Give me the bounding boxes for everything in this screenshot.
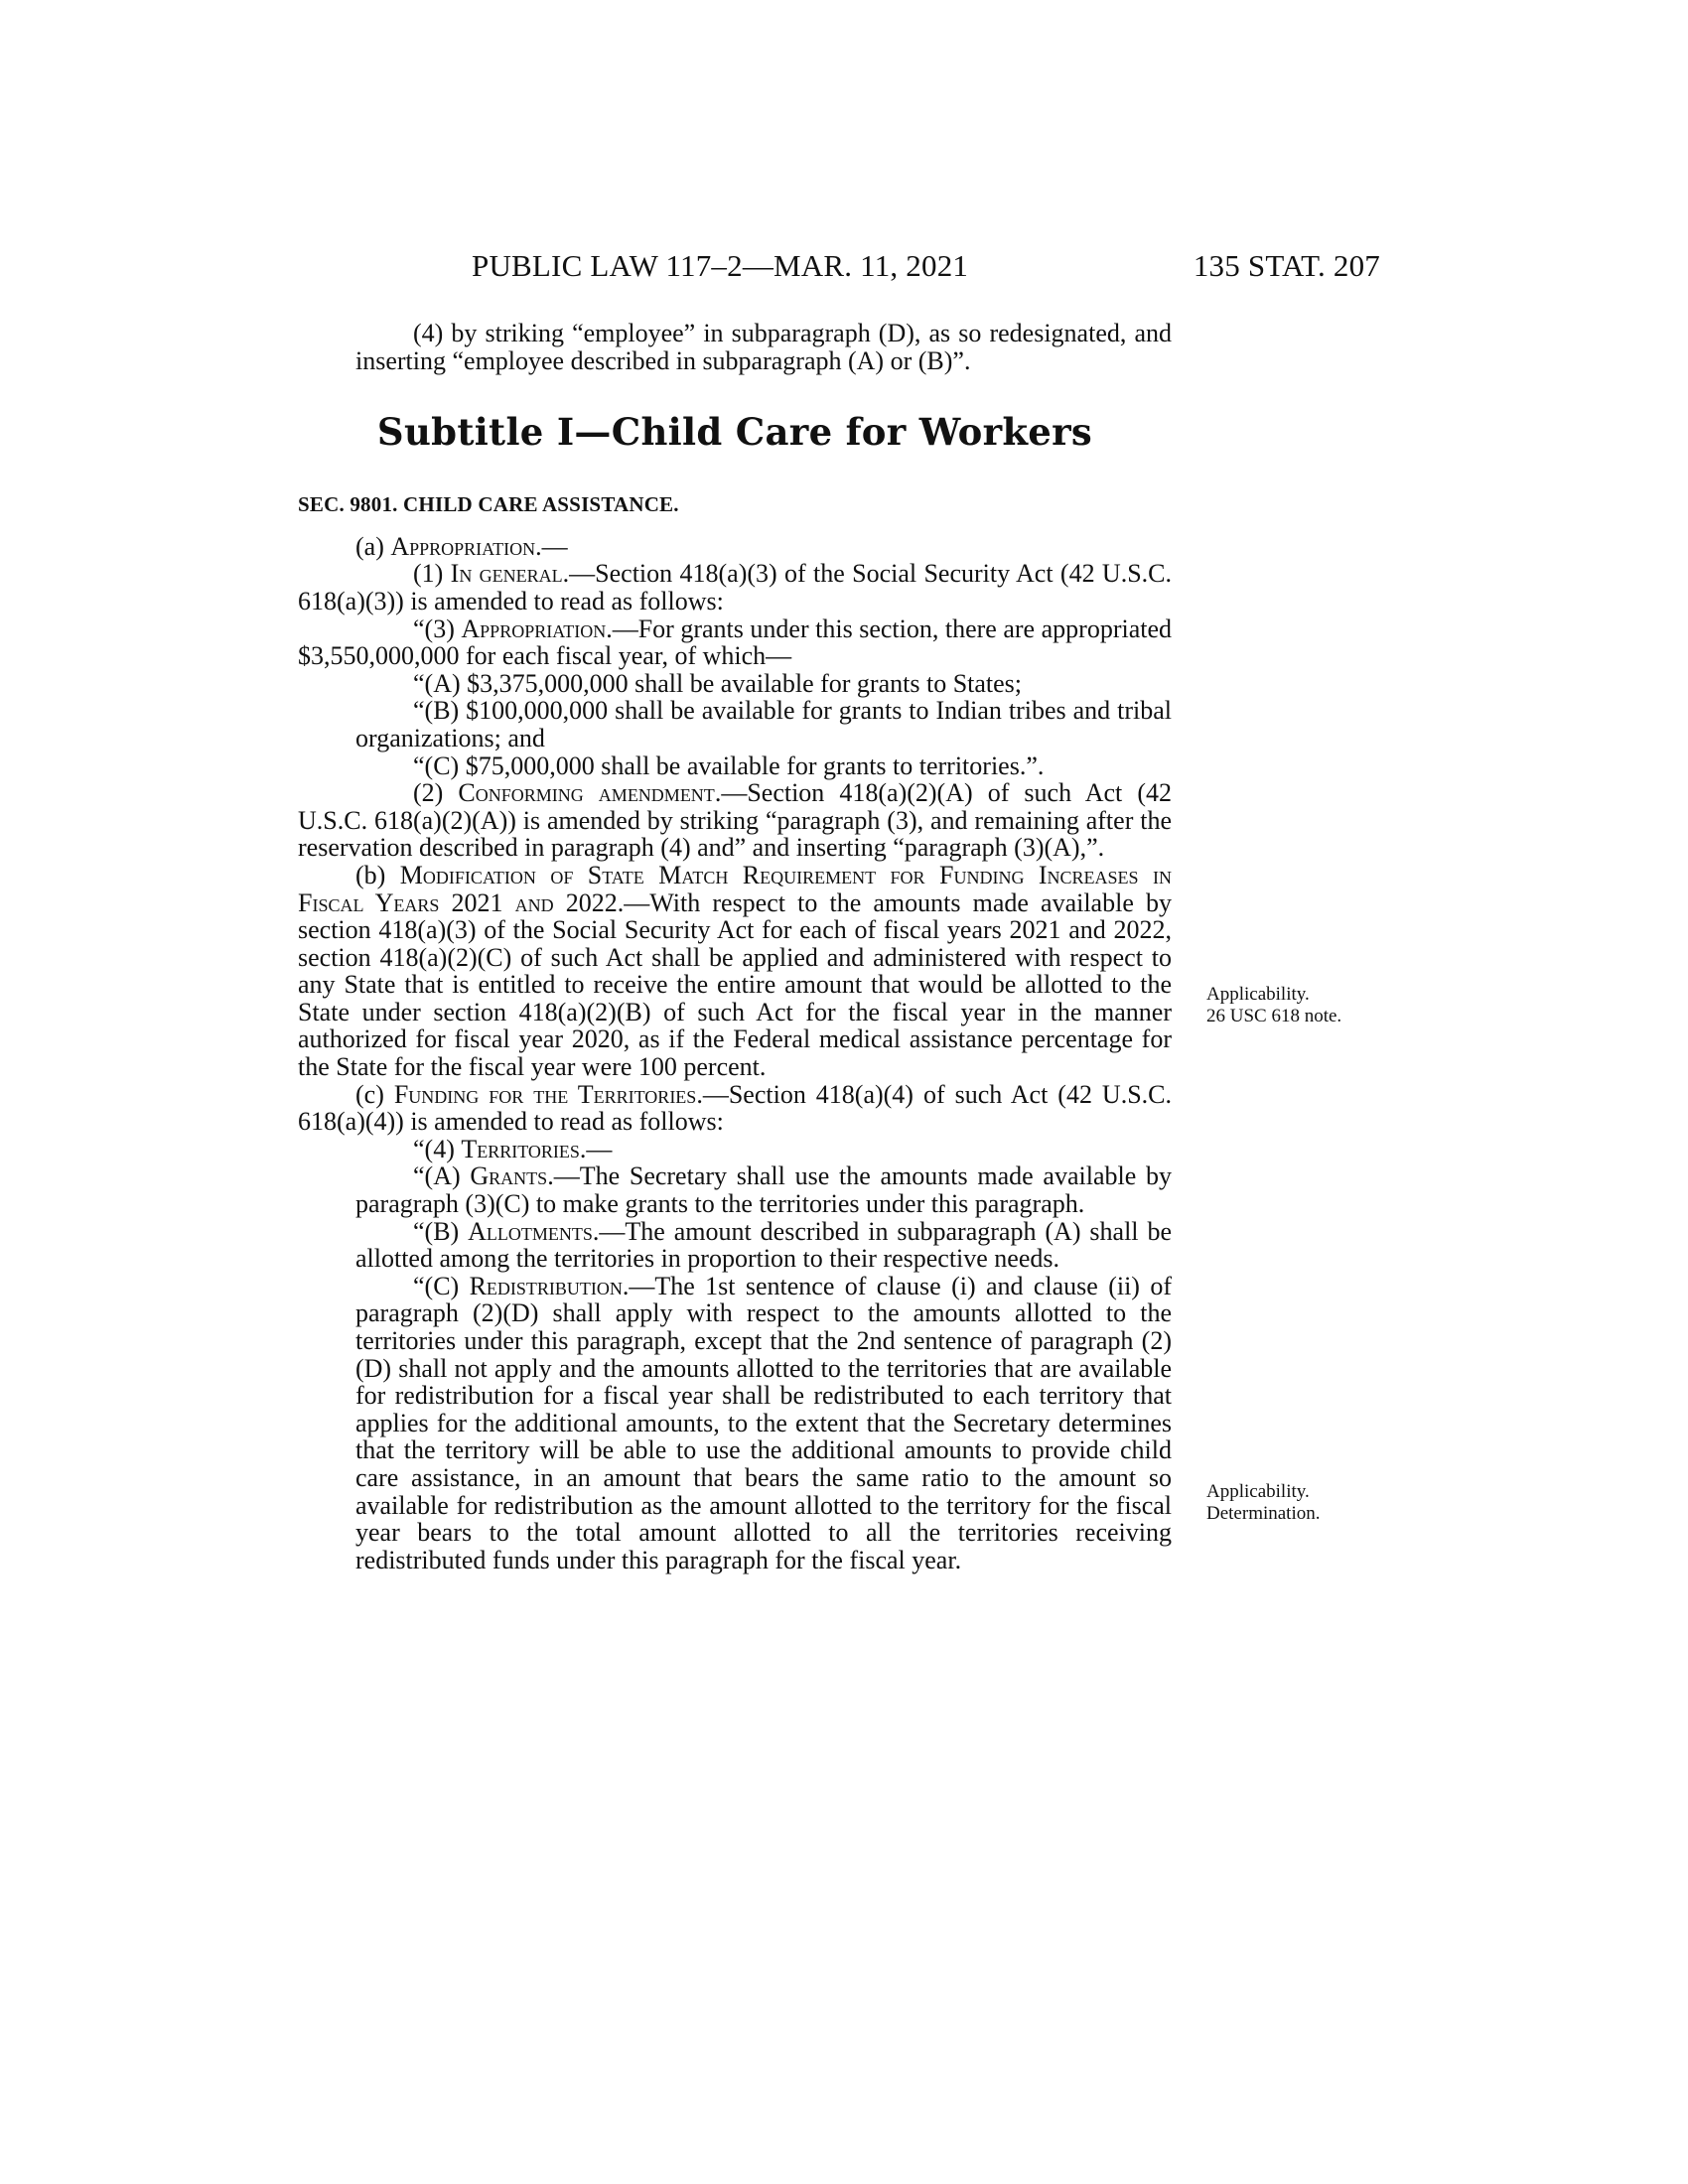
quoted-subparagraph-4B-heading: Allotments (468, 1216, 593, 1246)
quoted-subparagraph-4C-heading: Redistribution (469, 1271, 623, 1300)
statute-page-number: 135 STAT. 207 (1193, 248, 1380, 283)
quoted-paragraph-4-heading: Territories (461, 1134, 580, 1163)
paragraph-a1: (1) In general.—Section 418(a)(3) of the Social Security Act (42 U.S.C. 618(a)(3)) is amended to read as follows: (298, 559, 1172, 615)
margin-note-applicability-1 (1206, 984, 1395, 1027)
quoted-paragraph-4: “(4) Territories.— (413, 1134, 613, 1163)
subsection-a: (a) Appropriation.— (355, 531, 568, 561)
page-body (298, 320, 1172, 1573)
quoted-subparagraph-4A-heading: Grants (470, 1161, 548, 1191)
subtitle-heading: Subtitle I—Child Care for Workers (376, 410, 1093, 455)
margin-note-2-line-2: Determination. (1206, 1503, 1321, 1524)
margin-note-1-line-1: Applicability. (1206, 984, 1310, 1005)
quoted-paragraph-3: “(3) Appropriation.—For grants under this section, there are appropriated $3,550,000,000 for each fiscal year, of which— (298, 614, 1173, 671)
margin-note-2-line-1: Applicability. (1206, 1481, 1310, 1502)
quoted-paragraph-3-heading: Appropriation (461, 614, 607, 643)
quoted-subparagraph-3B: “(B) $100,000,000 shall be available for grants to Indian tribes and tribal organizations; and (355, 696, 1172, 752)
subsection-a-heading: Appropriation (390, 531, 536, 561)
margin-note-applicability-2 (1206, 1481, 1395, 1525)
quoted-subparagraph-3C: “(C) $75,000,000 shall be available for grants to territories.”. (413, 751, 1045, 780)
margin-note-1-line-2: 26 USC 618 note. (1206, 1006, 1342, 1026)
quoted-subparagraph-4A: “(A) Grants.—The Secretary shall use the amounts made available by paragraph (3)(C) to make grants to the territories under this paragraph. (355, 1161, 1172, 1219)
subsection-c-heading: Funding for the Territories (393, 1079, 697, 1109)
paragraph-a2: (2) Conforming amendment.—Section 418(a)(2)(A) of such Act (42 U.S.C. 618(a)(2)(A)) is amended by striking “paragraph (3), and remaining after the reservation described in paragraph (4) and” and inserting “paragraph (3)(A),”. (298, 778, 1172, 863)
page-header (298, 248, 1380, 288)
subsection-c: (c) Funding for the Territories.—Section 418(a)(4) of such Act (42 U.S.C. 618(a)(4)) is amended to read as follows: (298, 1079, 1173, 1137)
paragraph-a2-heading: Conforming amendment (458, 778, 715, 808)
quoted-subparagraph-3A: “(A) $3,375,000,000 shall be available for grants to States; (413, 668, 1023, 698)
subsection-b: (b) Modification of State Match Requirement for Funding Increases in Fiscal Years 2021 and 2022.—With respect to the amounts made available by section 418(a)(3) of the Social Security Act for each of fiscal years 2021 and 2022, section 418(a)(2)(C) of such Act shall be applied and administered with respect to any State that is entitled to receive the entire amount that would be allotted to the State under section 418(a)(2)(B) of such Act for the fiscal year in the manner authorized for fiscal year 2020, as if the Federal medical assistance percentage for the State for the fiscal year were 100 percent. (298, 860, 1172, 1082)
running-head-title: PUBLIC LAW 117–2—MAR. 11, 2021 (472, 248, 969, 283)
subsection-b-heading: Modification of State Match Requirement for Funding Increases in Fiscal Years 2021 and 2022 (298, 860, 1172, 917)
quoted-subparagraph-4C: “(C) Redistribution.—The 1st sentence of clause (i) and clause (ii) of paragraph (2)(D) shall apply with respect to the amounts allotted to the territories under this paragraph, except that the 2nd sentence of paragraph (2)(D) shall not apply and the amounts allotted to the territories that are available for redistribution for a fiscal year shall be redistributed to each territory that applies for the additional amounts, to the extent that the Secretary determines that the territory will be able to use the additional amounts to provide child care assistance, in an amount that bears the same ratio to the amount so available for redistribution as the amount allotted to the territory for the fiscal year bears to the total amount allotted to all the territories receiving redistributed funds under this paragraph for the fiscal year. (355, 1271, 1172, 1574)
section-heading: SEC. 9801. CHILD CARE ASSISTANCE. (298, 492, 679, 517)
paragraph-a1-heading: In general (450, 559, 563, 589)
quoted-subparagraph-4B: “(B) Allotments.—The amount described in subparagraph (A) shall be allotted among the territories in proportion to their respective needs. (355, 1216, 1173, 1274)
paragraph-intro: (4) by striking “employee” in subparagraph (D), as so redesignated, and inserting “employee described in subparagraph (A) or (B)”. (355, 319, 1172, 375)
